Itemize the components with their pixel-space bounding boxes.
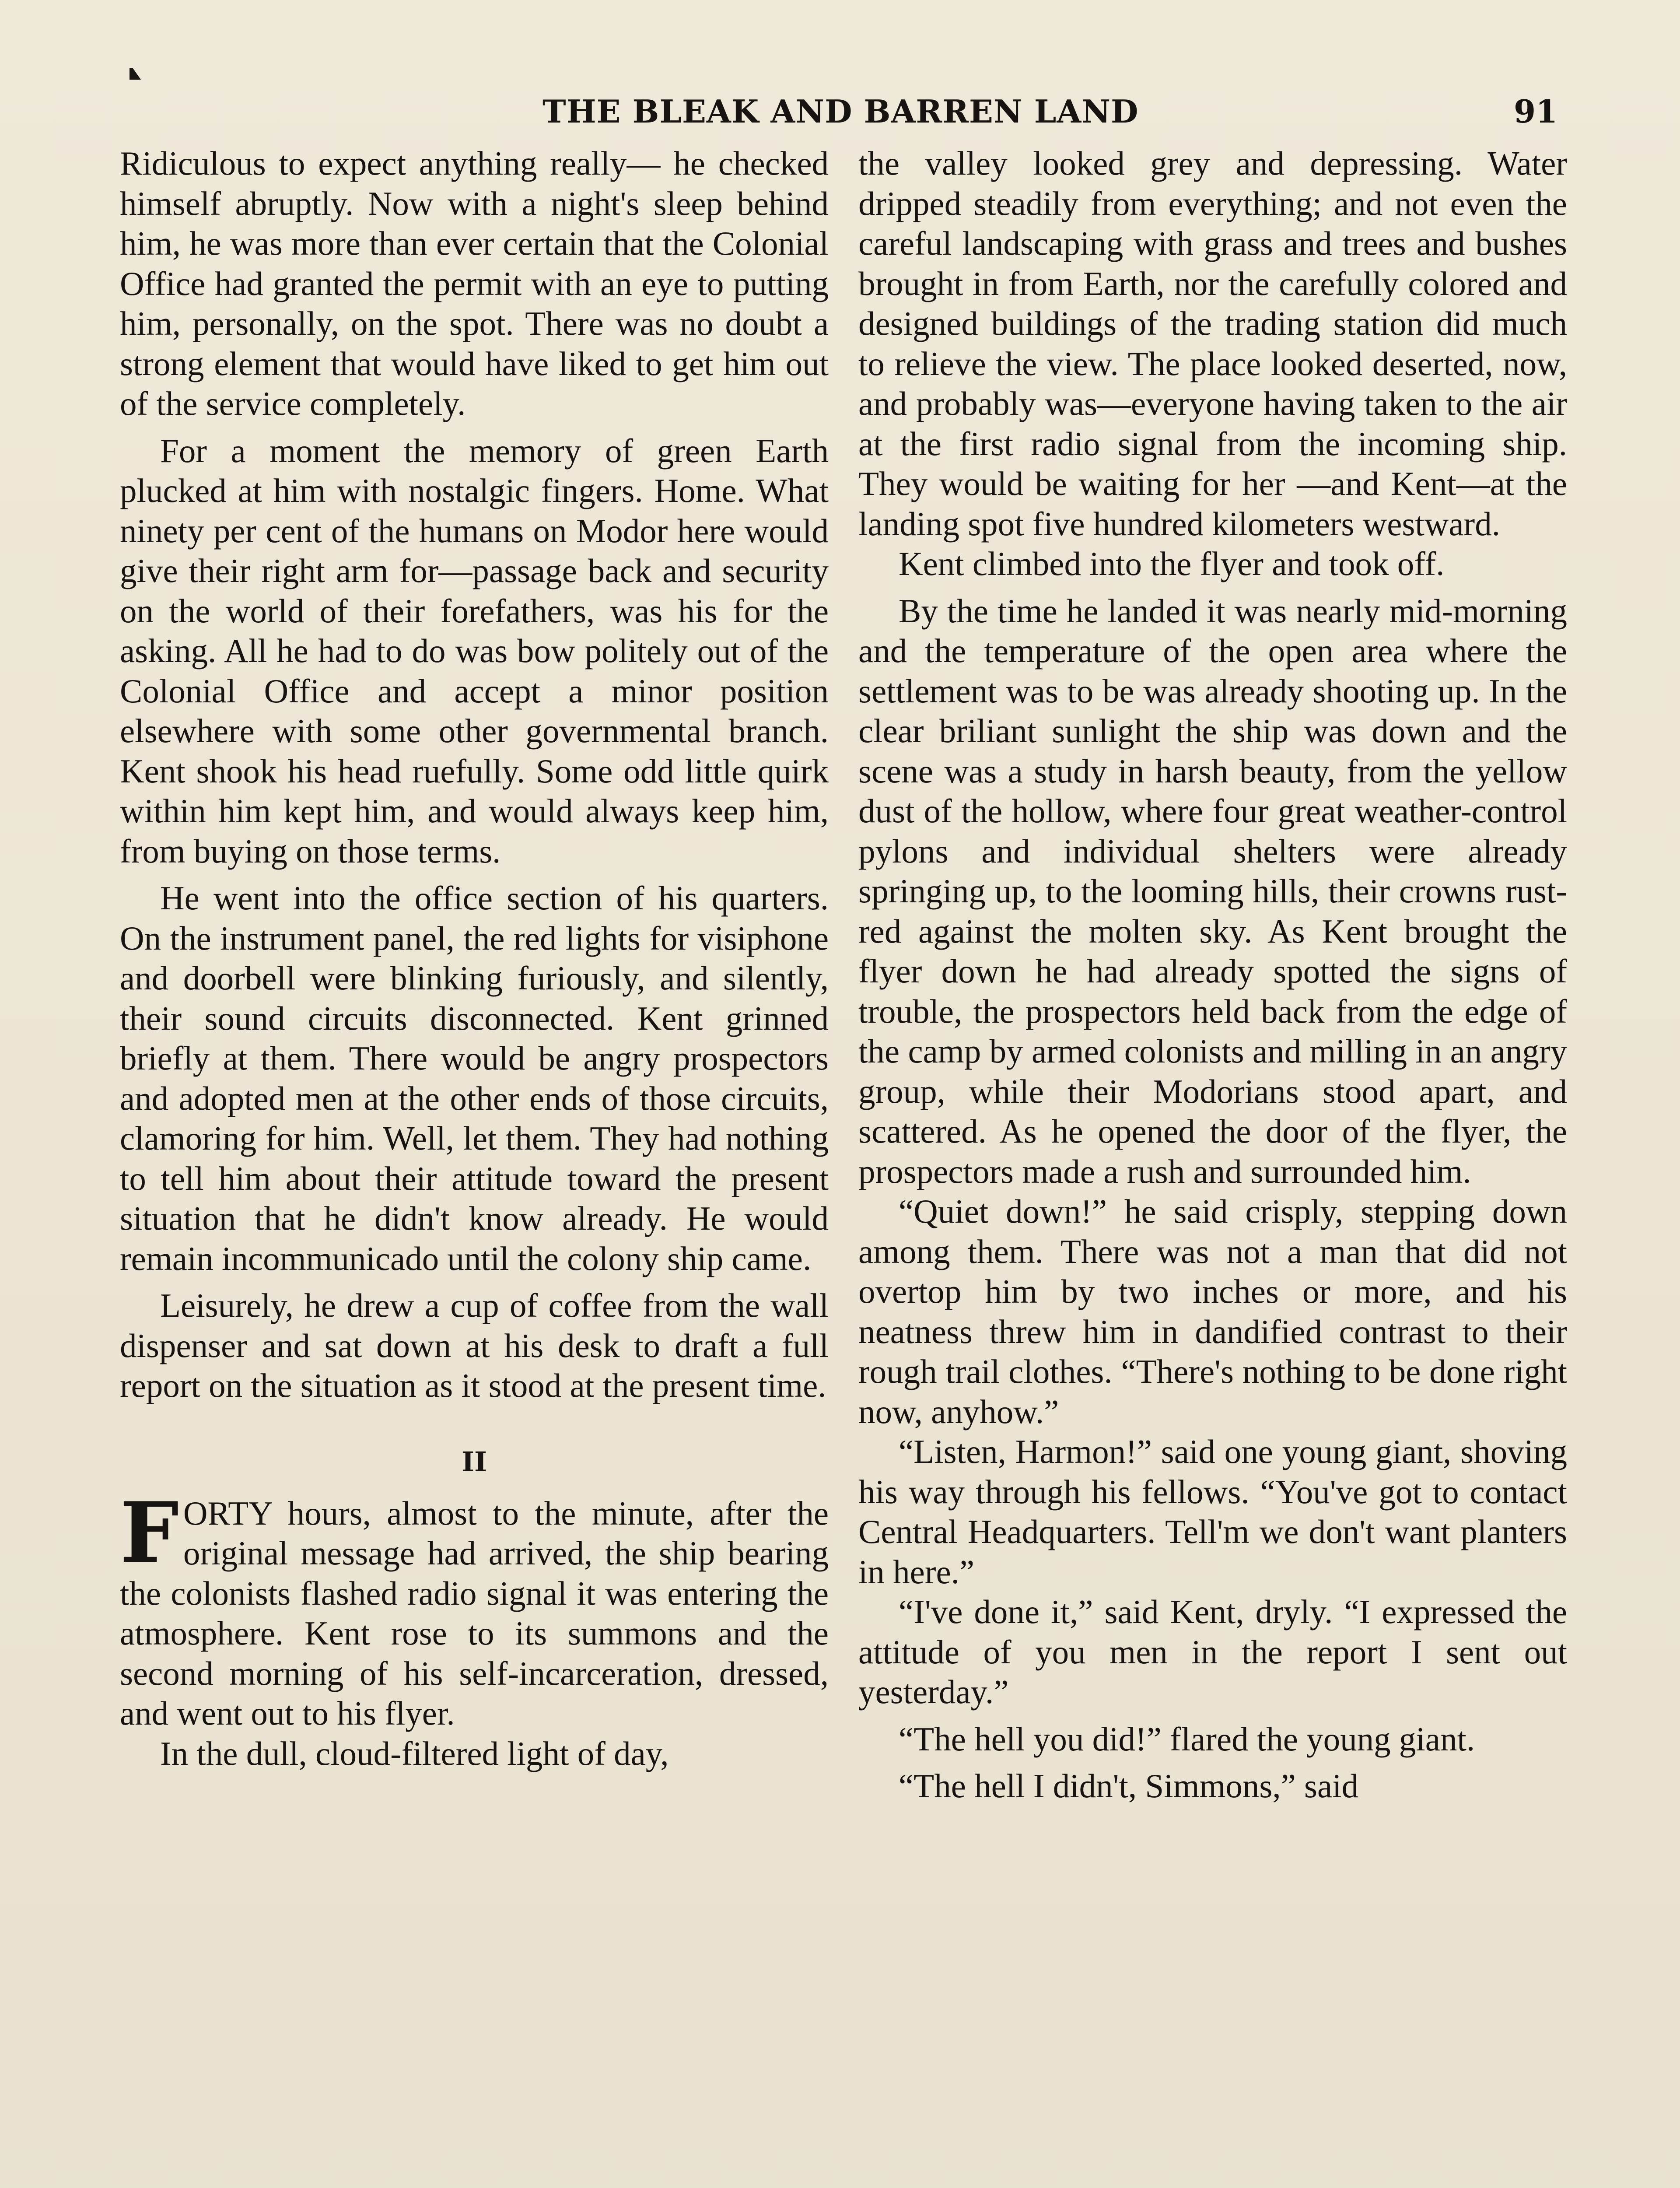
paragraph: He went into the office section of his quarters. On the instrument panel, the red lights for visiphone and doorbell were blinking furiously, and silently, their sound circuits disconnected. Kent grinned briefly at them. There would be angry prospectors and adopted men at the other ends of those circuits, clamoring for him. Well, let them. They had nothing to tell him about their attitude toward the present situation that he didn't know already. He would remain incommunicado until the colony ship came.	[120, 879, 829, 1277]
section-number: II	[461, 1445, 487, 1478]
paragraph: Ridiculous to expect anything really— he checked himself abruptly. Now with a night's sleep behind him, he was more than ever certain that the Colonial Office had granted the permit with an eye to putting him, personally, on the spot. There was no doubt a strong element that would have liked to get him out of the service completely.	[120, 144, 829, 422]
paragraph: Kent climbed into the flyer and took off.	[899, 545, 1445, 582]
page-number: 91	[1514, 93, 1558, 130]
paragraph: “Quiet down!” he said crisply, stepping down among them. There was not a man that did not overtop him by two inches or more, and his neatness threw him in dandified contrast to their rough trail clothes. “There's nothing to be done right now, anyhow.”	[858, 1192, 1567, 1431]
small-caps-lead: ORTY	[183, 1494, 272, 1532]
paragraph: “Listen, Harmon!” said one young giant, shoving his way through his fellows. “You've got to contact Central Headquarters. Tell'm we don't want planters in here.”	[858, 1433, 1567, 1591]
opening-paragraph	[120, 1483, 829, 1734]
paragraph: By the time he landed it was nearly mid-morning and the temperature of the open area where the settlement was to be was already shooting up. In the clear briliant sunlight the ship was down and the scene was a study in harsh beauty, from the yellow dust of the hollow, where four great weather-control pylons and individual shelters were already springing up, to the looming hills, their crowns rust-red against the molten sky. As Kent brought the flyer down he had already spotted the signs of trouble, the prospectors held back from the edge of the camp by armed colonists and milling in an angry group, while their Modorians stood apart, and scattered. As he opened the door of the flyer, the prospectors made a rush and surrounded him.	[858, 592, 1567, 1190]
running-title: THE BLEAK AND BARREN LAND	[542, 93, 1139, 130]
paragraph: “The hell you did!” flared the young giant.	[899, 1720, 1475, 1758]
paragraph: the valley looked grey and depressing. Water dripped steadily from everything; and not even the careful landscaping with grass and trees and bushes brought in from Earth, nor the carefully colored and designed buildings of the trading station did much to relieve the view. The place looked deserted, now, and probably was—everyone having taken to the air at the first radio signal from the incoming ship. They would be waiting for her —and Kent—at the landing spot five hundred kilometers westward.	[858, 144, 1567, 543]
drop-cap: F	[120, 1483, 179, 1581]
paragraph: “I've done it,” said Kent, dryly. “I expressed the attitude of you men in the report I sent out yesterday.”	[858, 1593, 1567, 1711]
paragraph-rest: hours, almost to the minute, after the original message had arrived, the ship bearing the colonists flashed radio signal it was entering the atmosphere. Kent rose to its summons and the second morning of his self-incarceration, dressed, and went out to his flyer.	[120, 1494, 829, 1732]
left-text-column	[120, 144, 829, 2188]
printer-corner-mark	[130, 68, 141, 80]
paragraph: For a moment the memory of green Earth plucked at him with nostalgic fingers. Home. What ninety per cent of the humans on Modor here would give their right arm for—passage back and security on the world of their forefathers, was his for the asking. All he had to do was bow politely out of the Colonial Office and accept a minor position elsewhere with some other governmental branch. Kent shook his head ruefully. Some odd little quirk within him kept him, and would always keep him, from buying on those terms.	[120, 431, 829, 870]
paragraph: Leisurely, he drew a cup of coffee from the wall dispenser and sat down at his desk to draft a full report on the situation as it stood at the present time.	[120, 1287, 829, 1404]
right-text-column	[858, 144, 1567, 2188]
paragraph: “The hell I didn't, Simmons,” said	[899, 1767, 1359, 1805]
paragraph: In the dull, cloud-filtered light of day,	[160, 1734, 669, 1772]
